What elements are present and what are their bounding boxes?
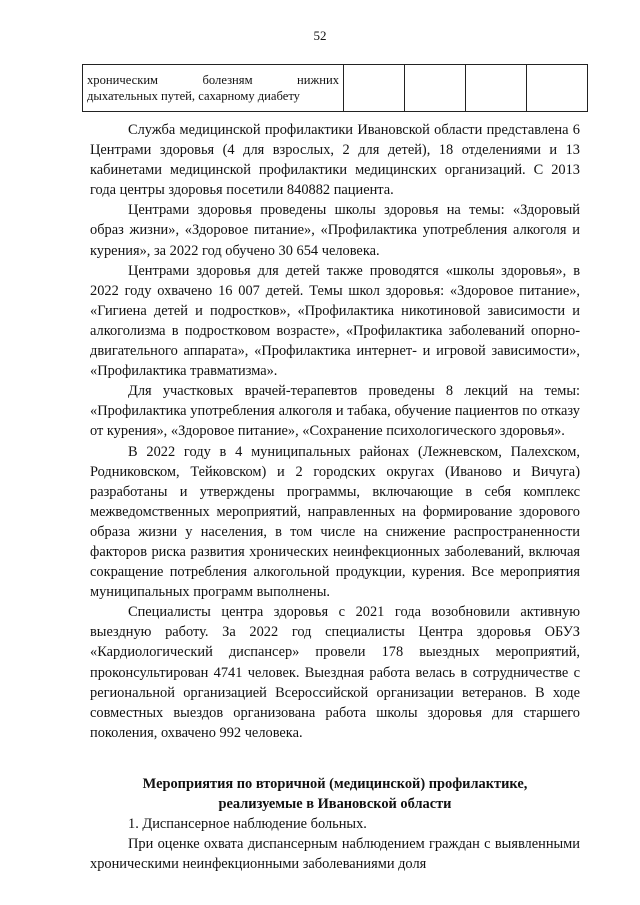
- table-cell-empty: [344, 65, 405, 112]
- section-heading: [90, 774, 580, 814]
- list-item: 1. Диспансерное наблюдение больных.: [128, 816, 367, 833]
- paragraph-lectures: Для участковых врачей-терапевтов проведены 8 лекций на темы: «Профилактика употребления алкоголя и табака, обучение пациентов по отказу от курения», «Здоровое питание», «Сохранение психологического здоровья».: [90, 383, 580, 440]
- table-cell-empty: [527, 65, 588, 112]
- table-cell-empty: [405, 65, 466, 112]
- continued-table: [82, 64, 588, 112]
- paragraph-dispensary: При оценке охвата диспансерным наблюдением граждан с выявленными хроническими неинфекционными заболеваниями доля: [90, 836, 580, 873]
- section-heading-line-1: Мероприятия по вторичной (медицинской) профилактике,: [142, 775, 528, 792]
- table-cell-line-2: дыхательных путей, сахарному диабету: [87, 89, 300, 103]
- table-cell-text: [83, 65, 344, 112]
- table-cell-empty: [466, 65, 527, 112]
- table-cell-line-1: хроническим болезням нижних: [87, 73, 339, 87]
- paragraph-children-schools: Центрами здоровья для детей также проводятся «школы здоровья», в 2022 году охвачено 16 007 детей. Темы школ здоровья: «Здоровое питание», «Гигиена детей и подростков», «Профилактика никотиновой зависимости и алкоголизма в подростковом возрасте», «Профилактика заболеваний опорно-двигательного аппарата», «Профилактика интернет- и игровой зависимости», «Профилактика травматизма».: [90, 262, 580, 380]
- section-heading-line-2: реализуемые в Ивановской области: [218, 796, 452, 812]
- paragraph-municipal-programs: В 2022 году в 4 муниципальных районах (Лежневском, Палехском, Родниковском, Тейковском) и 2 городских округах (Иваново и Вичуга) разработаны и утверждены программы, включающие в себя комплекс межведомственных мероприятий, направленных на формирование здорового образа жизни у населения, в том числе на снижение распространенности факторов риска развития хронических неинфекционных заболеваний, включая сокращение потребления алкогольной продукции, курения. Все мероприятия муниципальных программ выполнены.: [90, 443, 580, 601]
- paragraph-health-schools: Центрами здоровья проведены школы здоровья на темы: «Здоровый образ жизни», «Здоровое питание», «Профилактика употребления алкоголя и курения», за 2022 год обучено 30 654 человека.: [90, 202, 580, 259]
- document-body: [90, 120, 580, 874]
- table-row: [83, 65, 588, 112]
- paragraph-field-work: Специалисты центра здоровья с 2021 года возобновили активную выездную работу. За 2022 год специалисты Центра здоровья ОБУЗ «Кардиологический диспансер» провели 178 выездных мероприятий, проконсультирован 4741 человек. Выездная работа велась в сотрудничестве с региональной организацией Всероссийской организации ветеранов. В ходе совместных выездов организована работа школы здоровья для старшего поколения, охвачено 992 человека.: [90, 604, 580, 741]
- paragraph-health-service: Служба медицинской профилактики Ивановской области представлена 6 Центрами здоровья (4 для взрослых, 2 для детей), 18 отделениями и 13 кабинетами медицинской профилактики медицинских организаций. С 2013 года центры здоровья посетили 840882 пациента.: [90, 122, 580, 199]
- page-number: 52: [313, 28, 327, 43]
